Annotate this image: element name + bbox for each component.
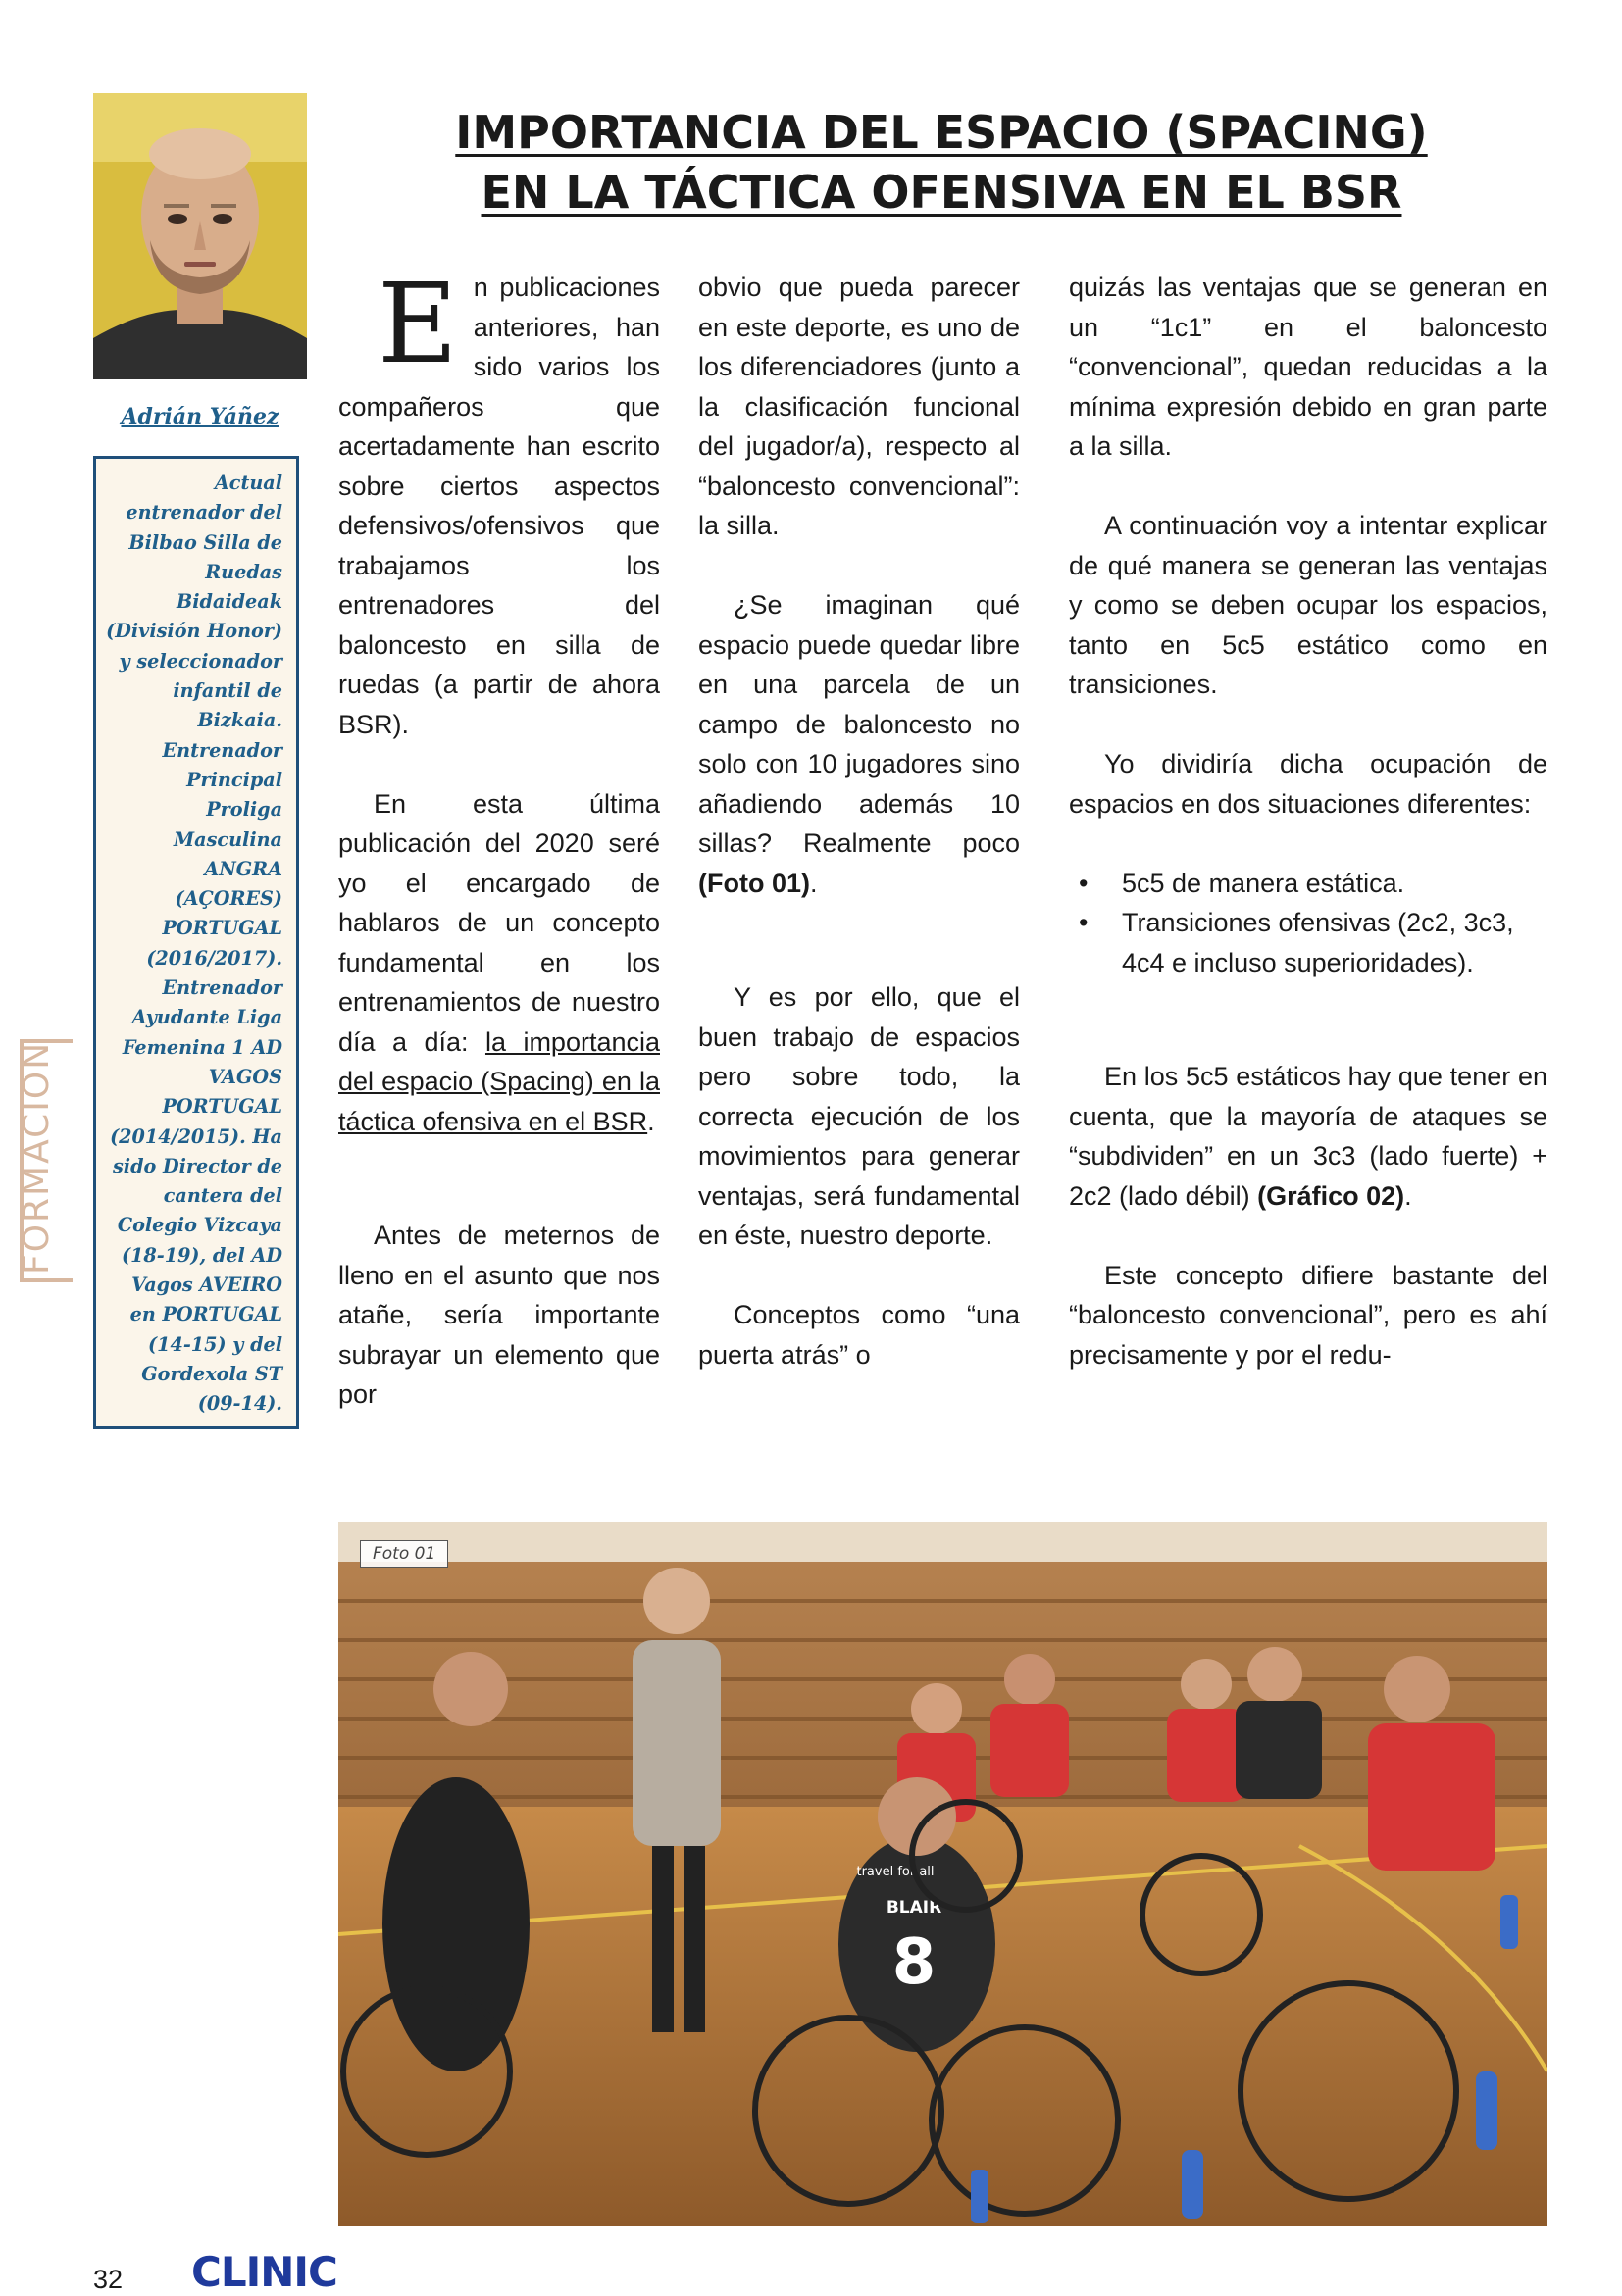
situations-list bbox=[1069, 864, 1547, 983]
paragraph-3: Antes de meternos de lleno en el asunto que nos atañe, sería importante subrayar un elemento que por bbox=[338, 1221, 660, 1409]
paragraph-9 bbox=[1069, 1057, 1547, 1216]
paragraph-8: Yo dividiría dicha ocupación de espacios en dos situaciones diferentes: bbox=[1069, 749, 1547, 819]
photo-reference[interactable]: (Foto 01) bbox=[698, 868, 810, 898]
paragraph-3-continued: obvio que pueda parecer en este deporte, es uno de los diferenciadores (junto a la clasificación funcional del jugador/a), respecto al “baloncesto convencional”: la silla. bbox=[698, 273, 1020, 540]
paragraph-10: Este concepto difiere bastante del “baloncesto convencional”, pero es ahí precisamente y por el redu- bbox=[1069, 1260, 1547, 1370]
paragraph-5: Y es por ello, que el buen trabajo de espacios pero sobre todo, la correcta ejecución de los movimientos para generar ventajas, será fundamental en éste, nuestro deporte. bbox=[698, 982, 1020, 1250]
paragraph-7: A continuación voy a intentar explicar de qué manera se generan las ventajas y como se deben ocupar los espacios, tanto en 5c5 estático como en transiciones. bbox=[1069, 511, 1547, 699]
graphic-reference[interactable]: (Gráfico 02) bbox=[1257, 1180, 1405, 1211]
article-column-2-content bbox=[698, 268, 1020, 1473]
drop-cap: E bbox=[378, 268, 458, 388]
paragraph-intro-text: n publicaciones anteriores, han sido varios los compañeros que acertadamente han escrito sobre ciertos aspectos defensivos/ofensivos que trabajamos los entrenadores del baloncesto en silla de ruedas (a partir de ahora BSR). bbox=[338, 273, 660, 739]
article-column-3 bbox=[1069, 268, 1547, 1473]
author-bio-box bbox=[93, 456, 299, 1429]
paragraph-6: Conceptos como “una puerta atrás” o bbox=[698, 1300, 1020, 1370]
paragraph-4-end: . bbox=[810, 868, 818, 898]
topic-link[interactable]: la importancia del espacio (Spacing) en la táctica ofensiva en el BSR bbox=[338, 1026, 660, 1136]
team-photo bbox=[338, 1522, 1547, 2226]
page-number: 32 bbox=[93, 2265, 124, 2294]
paragraph-4-text: ¿Se imaginan qué espacio puede quedar libre en una parcela de un campo de baloncesto no solo con 10 jugadores sino añadiendo además 10 sillas? Realmente poco bbox=[698, 590, 1020, 858]
paragraph-2 bbox=[338, 784, 660, 1142]
photo-label: Foto 01 bbox=[360, 1540, 448, 1568]
list-item: • 5c5 de manera estática. bbox=[1069, 864, 1547, 904]
author-portrait-illustration bbox=[93, 93, 307, 379]
article-title-line-1: IMPORTANCIA DEL ESPACIO (SPACING) bbox=[455, 106, 1428, 159]
article-column-1 bbox=[338, 268, 660, 1473]
paragraph-9-text: En los 5c5 estáticos hay que tener en cuenta, que la mayoría de ataques se “subdividen” en un 3c3 (lado fuerte) + 2c2 (lado débil) bbox=[1069, 1062, 1547, 1211]
jersey-name: BLAIR bbox=[886, 1898, 942, 1918]
article-title bbox=[353, 103, 1530, 223]
paragraph-intro bbox=[338, 268, 660, 744]
team-photo-illustration bbox=[338, 1522, 1547, 2226]
brand-logo: CLINIC bbox=[191, 2248, 337, 2296]
paragraph-9-end: . bbox=[1404, 1180, 1412, 1211]
jersey-number: 8 bbox=[891, 1926, 937, 1999]
author-photo bbox=[93, 93, 307, 379]
jersey-sponsor: travel for all bbox=[856, 1865, 935, 1879]
author-bio: Actual entrenador del Bilbao Silla de Ruedas Bidaideak (División Honor) y seleccionador infantil de Bizkaia. Entrenador Principal Proliga Masculina ANGRA (AÇORES) PORTUGAL (2016/2017). Entrenador Ayudante Liga Femenina 1 AD VAGOS PORTUGAL (2014/2015). Ha sido Director de cantera del Colegio Vizcaya (18-19), del AD Vagos AVEIRO en PORTUGAL (14-15) y del Gordexola ST (09-14). bbox=[106, 472, 282, 1416]
article-title-line-2: EN LA TÁCTICA OFENSIVA EN EL BSR bbox=[481, 166, 1402, 219]
list-item: • Transiciones ofensivas (2c2, 3c3, 4c4 e incluso superioridades). bbox=[1069, 903, 1547, 982]
paragraph-6-continued: quizás las ventajas que se generan en un “1c1” en el baloncesto “convencional”, quedan reducidas a la mínima expresión debido en gran parte a la silla. bbox=[1069, 273, 1547, 461]
paragraph-2-end: . bbox=[647, 1106, 655, 1136]
paragraph-2-text: En esta última publicación del 2020 seré yo el encargado de hablaros de un concepto fundamental en los entrenamientos de nuestro día a día: bbox=[338, 788, 660, 1057]
paragraph-4 bbox=[698, 585, 1020, 903]
section-label: FORMACION bbox=[17, 1040, 57, 1274]
author-name[interactable]: Adrián Yáñez bbox=[121, 404, 279, 429]
